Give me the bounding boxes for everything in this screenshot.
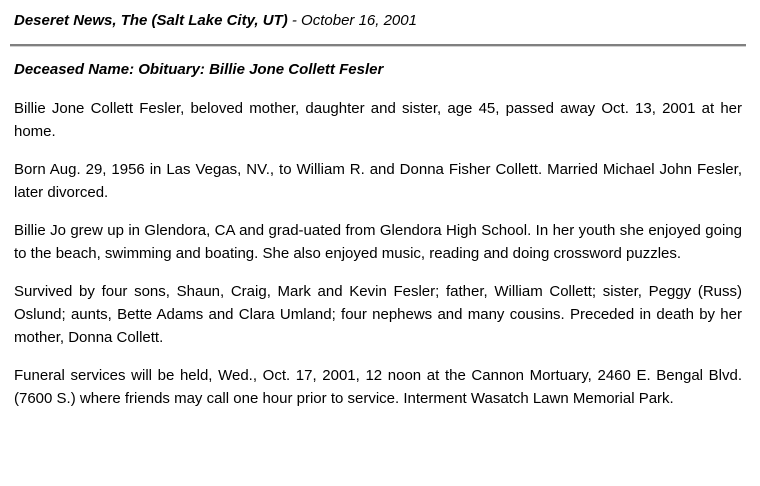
article-body	[14, 97, 742, 425]
header-separator: -	[287, 12, 302, 29]
source-header	[14, 10, 417, 32]
header-divider	[10, 44, 746, 47]
paragraph-2: Born Aug. 29, 1956 in Las Vegas, NV., to William R. and Donna Fisher Collett. Married Michael John Fesler, later divorced.	[14, 161, 742, 201]
publication-date: October 16, 2001	[301, 12, 417, 29]
paragraph-5: Funeral services will be held, Wed., Oct. 17, 2001, 12 noon at the Cannon Mortuary, 2460 E. Bengal Blvd. (7600 S.) where friends may call one hour prior to service. Interment Wasatch Lawn Memorial Park.	[14, 367, 742, 407]
paragraph-4: Survived by four sons, Shaun, Craig, Mark and Kevin Fesler; father, William Collett; sister, Peggy (Russ) Oslund; aunts, Bette Adams and Clara Umland; four nephews and many cousins. Preceded in death by her mother, Donna Collett.	[14, 283, 742, 346]
publication-name: Deseret News, The (Salt Lake City, UT)	[14, 12, 288, 29]
paragraph-1: Billie Jone Collett Fesler, beloved mother, daughter and sister, age 45, passed away Oct. 13, 2001 at her home.	[14, 100, 742, 140]
article-title: Deceased Name: Obituary: Billie Jone Collett Fesler	[14, 61, 384, 78]
paragraph-3: Billie Jo grew up in Glendora, CA and grad-uated from Glendora High School. In her youth she enjoyed going to the beach, swimming and boating. She also enjoyed music, reading and doing crossword puzzles.	[14, 222, 742, 262]
